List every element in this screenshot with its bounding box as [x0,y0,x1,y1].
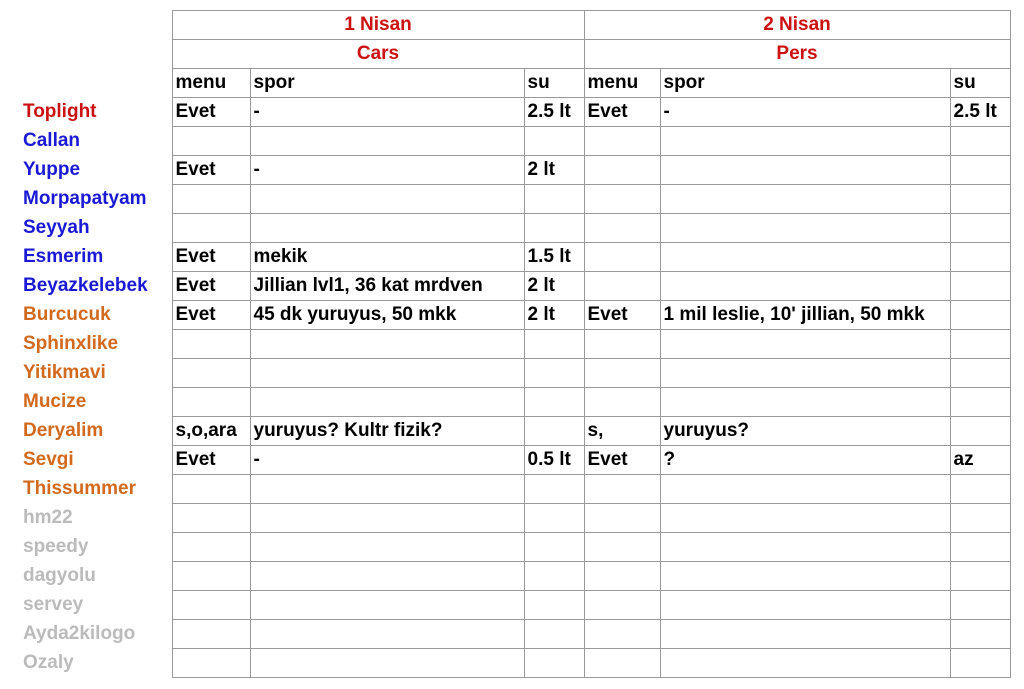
cell-menu: Evet [172,243,250,272]
table-row [20,591,1010,620]
cell-spor [250,388,524,417]
cell-menu [584,591,660,620]
participant-name: servey [20,591,172,620]
cell-menu [172,330,250,359]
cell-su [524,214,584,243]
table-row [20,98,1010,127]
cell-su [950,272,1010,301]
cell-menu [584,214,660,243]
cell-spor [250,649,524,678]
cell-su [524,620,584,649]
cell-spor [660,620,950,649]
cell-su [524,475,584,504]
cell-menu [584,330,660,359]
participant-name: Callan [20,127,172,156]
cell-spor: - [250,446,524,475]
participant-name: Esmerim [20,243,172,272]
group-header-row [20,40,1010,69]
cell-spor [660,127,950,156]
col-header-menu: menu [584,69,660,98]
cell-menu: Evet [172,301,250,330]
cell-menu [584,185,660,214]
cell-menu: Evet [172,98,250,127]
table-row [20,185,1010,214]
cell-spor [250,330,524,359]
cell-su [524,533,584,562]
cell-spor [250,533,524,562]
cell-spor [660,330,950,359]
participant-name: Thissummer [20,475,172,504]
cell-menu [172,388,250,417]
cell-menu [584,388,660,417]
cell-menu [584,272,660,301]
cell-menu: Evet [584,98,660,127]
cell-menu [584,156,660,185]
cell-spor: 1 mil leslie, 10' jillian, 50 mkk [660,301,950,330]
cell-spor [250,359,524,388]
cell-su: 2.5 lt [524,98,584,127]
cell-su [524,330,584,359]
cell-menu [584,504,660,533]
cell-menu: Evet [584,301,660,330]
cell-su [950,301,1010,330]
cell-menu [584,562,660,591]
cell-menu [172,620,250,649]
cell-menu [584,243,660,272]
participant-name: Sevgi [20,446,172,475]
cell-su: 2.5 lt [950,98,1010,127]
cell-su: 2 lt [524,272,584,301]
col-header-su: su [950,69,1010,98]
cell-spor [250,185,524,214]
cell-spor [660,475,950,504]
cell-spor [660,214,950,243]
table-row [20,156,1010,185]
table-row [20,330,1010,359]
cell-su [524,591,584,620]
cell-su [950,214,1010,243]
cell-spor [660,533,950,562]
cell-su: 1.5 lt [524,243,584,272]
participant-name: Ozaly [20,649,172,678]
participant-name: Yuppe [20,156,172,185]
cell-menu [584,533,660,562]
col-header-menu: menu [172,69,250,98]
cell-spor [250,562,524,591]
cell-su [524,649,584,678]
cell-spor: - [250,156,524,185]
participant-name: dagyolu [20,562,172,591]
table-row [20,214,1010,243]
cell-menu [172,185,250,214]
group-name-1: Cars [172,40,584,69]
column-header-row [20,69,1010,98]
col-header-spor: spor [660,69,950,98]
cell-spor [250,214,524,243]
cell-spor [660,562,950,591]
cell-spor [660,504,950,533]
cell-su [524,504,584,533]
cell-spor [660,649,950,678]
cell-su [950,388,1010,417]
cell-su [950,156,1010,185]
cell-spor [660,388,950,417]
cell-spor: - [250,98,524,127]
cell-menu: s, [584,417,660,446]
date-header-row [20,11,1010,40]
cell-su: 2 lt [524,156,584,185]
cell-menu [172,591,250,620]
cell-menu [172,504,250,533]
cell-su [950,620,1010,649]
cell-su [524,417,584,446]
cell-spor [660,272,950,301]
cell-menu [584,359,660,388]
cell-su [950,591,1010,620]
cell-spor [660,156,950,185]
participant-name: Ayda2kilogo [20,620,172,649]
participant-name: Beyazkelebek [20,272,172,301]
cell-su: az [950,446,1010,475]
cell-menu [584,475,660,504]
table-row [20,649,1010,678]
participant-name: Deryalim [20,417,172,446]
participant-name: Mucize [20,388,172,417]
cell-su [950,330,1010,359]
table-row [20,388,1010,417]
cell-su [950,359,1010,388]
cell-menu [172,649,250,678]
cell-menu [172,562,250,591]
cell-su [524,562,584,591]
cell-menu [584,620,660,649]
cell-su: 0.5 lt [524,446,584,475]
table-row [20,272,1010,301]
col-header-su: su [524,69,584,98]
cell-menu: Evet [584,446,660,475]
cell-spor [250,504,524,533]
cell-su [950,649,1010,678]
cell-spor: yuruyus? [660,417,950,446]
cell-menu [172,533,250,562]
cell-spor: 45 dk yuruyus, 50 mkk [250,301,524,330]
table-row [20,359,1010,388]
cell-spor [250,127,524,156]
cell-su [950,504,1010,533]
table-row [20,301,1010,330]
cell-spor [250,475,524,504]
cell-su: 2 lt [524,301,584,330]
cell-menu: s,o,ara [172,417,250,446]
participant-name: Sphinxlike [20,330,172,359]
table-row [20,533,1010,562]
group-date-1: 1 Nisan [172,11,584,40]
cell-spor: Jillian lvl1, 36 kat mrdven [250,272,524,301]
participant-name: Morpapatyam [20,185,172,214]
table-row [20,620,1010,649]
table-row [20,417,1010,446]
cell-spor: yuruyus? Kultr fizik? [250,417,524,446]
participant-name: Toplight [20,98,172,127]
cell-spor: - [660,98,950,127]
cell-su [950,185,1010,214]
table-row [20,562,1010,591]
col-header-spor: spor [250,69,524,98]
table-row [20,243,1010,272]
table-row [20,475,1010,504]
group-date-2: 2 Nisan [584,11,1010,40]
cell-menu [172,359,250,388]
table-row [20,127,1010,156]
cell-su [524,359,584,388]
cell-menu [584,649,660,678]
cell-spor [250,620,524,649]
cell-spor [660,243,950,272]
cell-su [524,388,584,417]
cell-menu [172,475,250,504]
cell-su [950,562,1010,591]
cell-su [950,475,1010,504]
participant-name: Seyyah [20,214,172,243]
participant-name: hm22 [20,504,172,533]
table-row [20,504,1010,533]
tracking-table [20,10,1011,678]
cell-spor: mekik [250,243,524,272]
participant-name: Burcucuk [20,301,172,330]
cell-menu: Evet [172,272,250,301]
cell-su [950,243,1010,272]
cell-menu: Evet [172,156,250,185]
table-row [20,446,1010,475]
cell-menu: Evet [172,446,250,475]
cell-su [524,185,584,214]
cell-su [950,417,1010,446]
cell-spor [660,591,950,620]
cell-spor: ? [660,446,950,475]
participant-name: speedy [20,533,172,562]
participant-name: Yitikmavi [20,359,172,388]
cell-menu [172,127,250,156]
cell-spor [250,591,524,620]
cell-su [950,533,1010,562]
cell-menu [584,127,660,156]
cell-spor [660,185,950,214]
cell-su [524,127,584,156]
group-name-2: Pers [584,40,1010,69]
cell-su [950,127,1010,156]
cell-spor [660,359,950,388]
cell-menu [172,214,250,243]
